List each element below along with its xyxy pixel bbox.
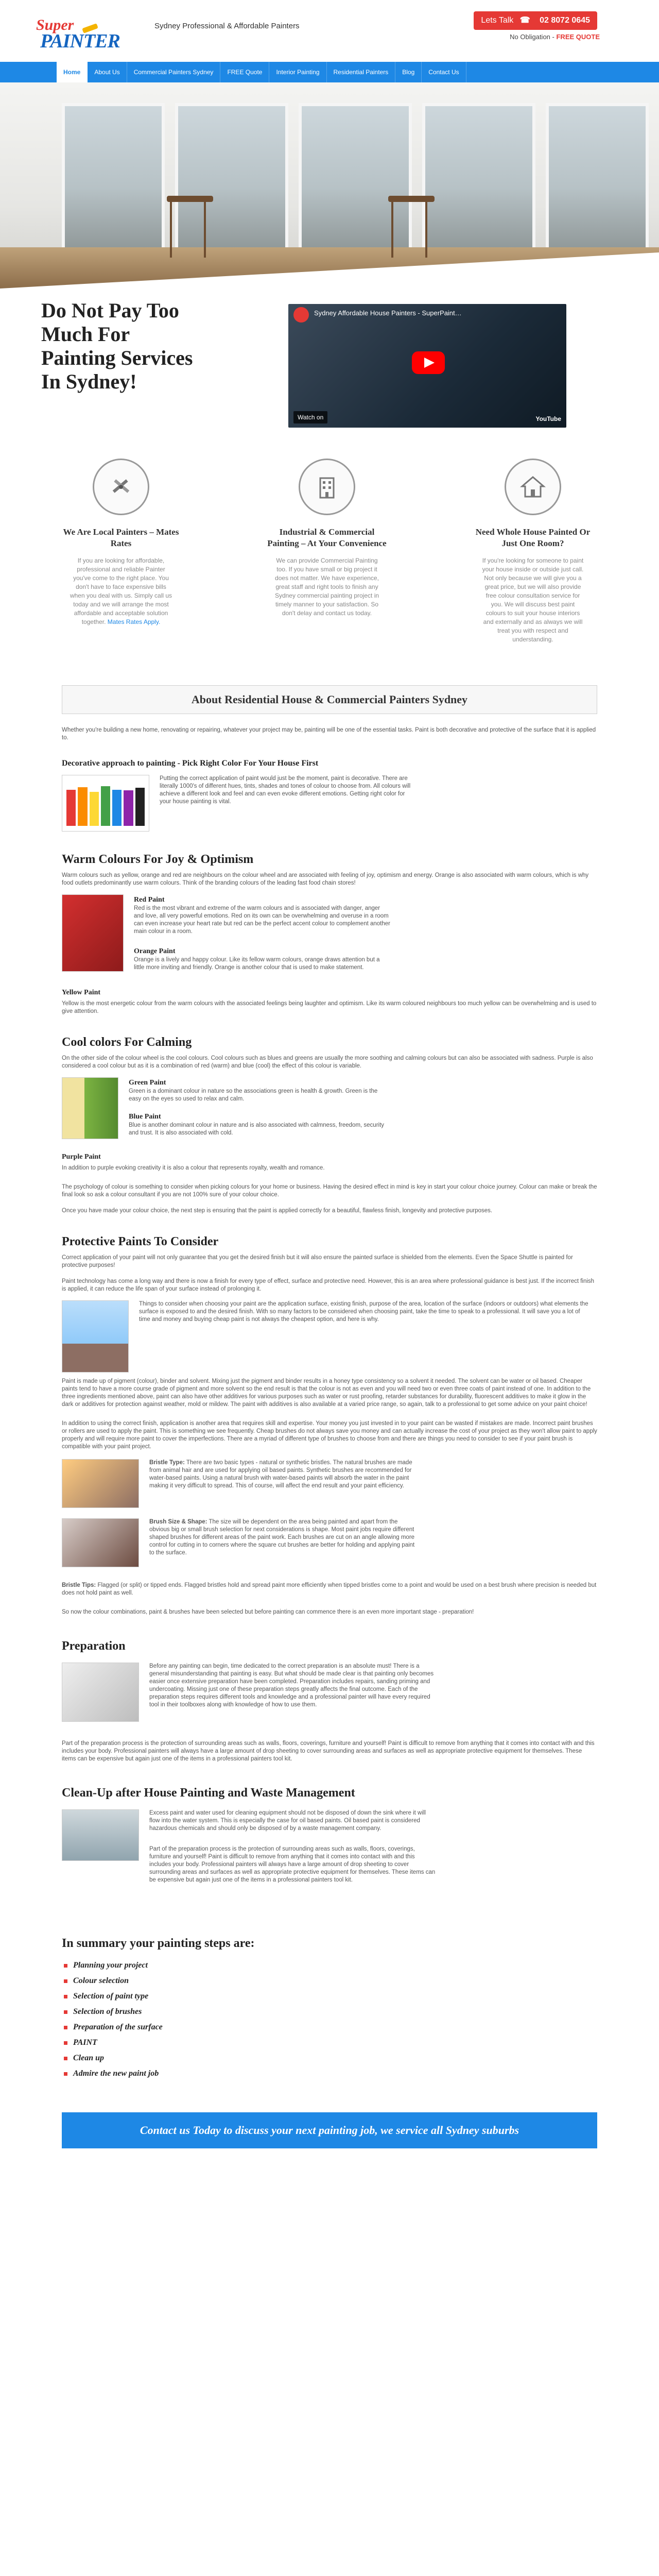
feature-whole-house xyxy=(471,459,595,644)
preparation-image xyxy=(62,1663,139,1722)
feature-text: If you're looking for someone to paint your house inside or outside just call. Not only because we will give you a great price, but we will also provide free colour consultation service for you. We will discuss best paint colours to suit your house interiors and externally and as always we will treat you with respect and understanding. xyxy=(482,557,584,643)
free-quote-highlight: FREE QUOTE xyxy=(556,33,600,41)
green-paint-image xyxy=(62,1077,118,1139)
brush-size-paragraph: Brush Size & Shape: The size will be dependent on the area being painted and apart from the obvious big or small brush selection for next considerations is shape. Most paint jobs require different shaped brushes for different areas of the paint work. Each brushes are cut on an angle allowing more control for cutting in to corners where the square cut brushes are better for holding and applying paint to the surface. xyxy=(149,1519,415,1556)
nav-item-residential-painters[interactable]: Residential Painters xyxy=(327,62,396,82)
watch-on-youtube-button[interactable] xyxy=(293,411,327,423)
hero-stool xyxy=(391,196,427,258)
tools-icon xyxy=(93,459,149,515)
hero-window xyxy=(62,103,165,258)
site-tagline: Sydney Professional & Affordable Painters xyxy=(154,22,300,30)
blue-paint-heading: Blue Paint xyxy=(129,1113,161,1121)
channel-avatar xyxy=(293,307,309,323)
summary-step: Admire the new paint job xyxy=(62,2066,597,2081)
intro-headline: Do Not Pay Too Much For Painting Services In Sydney! xyxy=(41,299,193,393)
brush-sizes-image xyxy=(62,1518,139,1567)
protective-paints-heading: Protective Paints To Consider xyxy=(62,1235,219,1248)
about-paragraph: Whether you're building a new home, renovating or repairing, whatever your project may be, painting will be one of the essential tasks. Paint is both decorative and protective of the surface that it is applied to. xyxy=(62,727,596,741)
nav-item-free-quote[interactable]: FREE Quote xyxy=(220,62,269,82)
painter-on-ladder-image xyxy=(62,1300,129,1372)
yellow-paint-heading: Yellow Paint xyxy=(62,989,101,996)
green-paint-paragraph: Green is a dominant colour in nature so the associations green is health & growth. Green is the easy on the eyes so used to relax and calm. xyxy=(129,1088,378,1102)
preparation-paragraph: Before any painting can begin, time dedicated to the correct preparation is an absolute must! There is a general misunderstanding that painting is easy. But what should be made clear is that painting only becomes easier once extensive preparation have been completed. Preparation includes repairs, sanding priming and undercoating. Missing just one of these preparation steps greatly affects the final outcome. Each of the preparation steps requires different tools and knowledge and a professional painter will have every required tool in their toolboxes along with knowledge of how to use them. xyxy=(149,1663,434,1708)
decorative-heading: Decorative approach to painting - Pick Right Color For Your House First xyxy=(62,759,319,768)
call-button[interactable] xyxy=(474,11,597,30)
orange-paint-heading: Orange Paint xyxy=(134,947,176,955)
feature-commercial-painting xyxy=(265,459,389,618)
building-icon xyxy=(299,459,355,515)
nav-item-commercial-painters-sydney[interactable]: Commercial Painters Sydney xyxy=(127,62,221,82)
summary-step: PAINT xyxy=(62,2035,597,2050)
paint-technology-paragraph: Paint technology has come a long way and there is now a finish for every type of effect, surface and protective need. However, this is an area where professional guidance is best just. If the incorrect finish is applied, it can reduce the life span of your surface instead of prolonging it. xyxy=(62,1278,595,1292)
phone-icon: ☎ xyxy=(519,16,530,25)
logo-word-super: Super xyxy=(36,16,74,33)
red-paint-heading: Red Paint xyxy=(134,896,165,904)
preparation-heading: Preparation xyxy=(62,1639,126,1653)
free-quote-note xyxy=(510,32,600,42)
youtube-logo: YouTube xyxy=(535,415,561,422)
cleanup-paragraph: Excess paint and water used for cleaning equipment should not be disposed of down the sink where it will flow into the water system. This is especially the case for oil based paints. Oil based paint is considered hazardous chemicals and should only be disposed of by a waste management company. xyxy=(149,1810,426,1832)
bristle-tips-paragraph: Bristle Tips: Flagged (or split) or tipped ends. Flagged bristles hold and spread paint more efficiently when tipped bristles come to a point and would be used on a best brush where precision is needed but does not hold paint as well. xyxy=(62,1582,597,1596)
site-header xyxy=(0,0,659,82)
protective-paragraph: Correct application of your paint will not only guarantee that you get the desired finish but it will also ensure the painted surface is shielded from the elements. Even the Space Shuttle is painted for protective purposes! xyxy=(62,1255,573,1268)
house-icon xyxy=(505,459,561,515)
hero-window xyxy=(422,103,535,258)
summary-step: Selection of paint type xyxy=(62,1989,597,2004)
call-label: Lets Talk xyxy=(481,16,514,25)
call-number: 02 8072 0645 xyxy=(540,16,590,25)
blue-paint-paragraph: Blue is another dominant colour in nature and is also associated with calmness, freedom, security and trust. It is also associated with cold. xyxy=(129,1122,385,1136)
colour-psychology-paragraph: The psychology of colour is something to consider when picking colours for your home or business. Having the desired effect in mind is key in start your colour choice journey. Colour can make or break the final look so ask a colour consultant if you are not 100% sure of your colour choice. xyxy=(62,1184,597,1198)
youtube-video[interactable] xyxy=(288,304,566,428)
nav-item-blog[interactable]: Blog xyxy=(395,62,422,82)
play-icon[interactable] xyxy=(412,351,445,374)
red-paint-paragraph: Red is the most vibrant and extreme of the warm colours and is associated with danger, anger and love, all very powerful emotions. Red on its own can be overwhelming and overuse in a room can even increase your heart rate but red can be the perfect accent colour to complement another main colour in a room. xyxy=(134,905,390,935)
hero-window xyxy=(546,103,649,258)
decorative-paragraph: Putting the correct application of paint would just be the moment, paint is decorative. There are literally 1000's of different hues, tints, shades and tones of colour to choose from. All colours will achieve a different look and feel and can even evoke different emotions. Getting right color for your house painting is vital. xyxy=(160,775,411,805)
about-title: About Residential House & Commercial Painters Sydney xyxy=(191,693,468,706)
bristle-type-paragraph: Bristle Type: There are two basic types - natural or synthetic bristles. The natural brushes are made from animal hair and are used for applying oil based paints. Synthetic brushes are recommended for water-based paints. Using a natural brush with water-based paints will absorb the water in the paint making it very difficult to spread. This of course, will affect the end result and your paint efficiency. xyxy=(149,1460,412,1489)
site-logo[interactable] xyxy=(36,11,120,53)
orange-paint-paragraph: Orange is a lively and happy colour. Like its fellow warm colours, orange draws attention but a little more inviting and friendly. Orange is another colour that is used to make statement. xyxy=(134,957,380,971)
colour-choice-paragraph: Once you have made your colour choice, the next step is ensuring that the paint is applied correctly for a beautiful, flawless finish, longevity and protective purposes. xyxy=(62,1208,493,1214)
article-body xyxy=(62,726,597,2081)
feature-text: We can provide Commercial Painting too. If you have small or big project it does not matter. We have experience, great staff and right tools to finish any Sydney commercial painting project in timely manner to your satisfaction. So don't delay and contact us today. xyxy=(274,557,379,617)
summary-steps-list xyxy=(62,1958,597,2081)
cool-colours-heading: Cool colors For Calming xyxy=(62,1036,192,1049)
features-section xyxy=(0,443,659,685)
mates-rates-link[interactable]: Mates Rates Apply. xyxy=(107,618,161,625)
warm-colours-heading: Warm Colours For Joy & Optimism xyxy=(62,853,254,866)
nav-item-home[interactable]: Home xyxy=(57,62,88,82)
hero-stool xyxy=(170,196,206,258)
cool-colours-paragraph: On the other side of the colour wheel is the cool colours. Cool colours such as blues and greens are usually the more soothing and calming colours but can also be associated with sadness. Purple is also considered a cool colour but as it is a combination of red (warm) and blue (cool) the effect of this colour is variable. xyxy=(62,1055,593,1069)
paint-considerations-paragraph: Things to consider when choosing your paint are the application surface, existing finish, purpose of the area, location of the surface (indoors or outdoors) what elements the surface is exposed to and the desired finish. With so many factors to be considered when choosing paint, take the time to speak to a professional. It will save you a lot of time and money and buying cheap paint is not always the cheapest option, and here is why. xyxy=(139,1301,588,1323)
feature-local-painters xyxy=(59,459,183,626)
cleanup-paragraph-2: Part of the preparation process is the protection of surrounding areas such as walls, floors, coverings, furniture and yourself! Paint is difficult to remove from anything that it comes into contact with and this includes your body. Professional painters will always have a large amount of drop sheeting to cover surrounding areas and surfaces as well as appropriate protective equipment for themselves. These items can be expensive but again just one of the items in a professional painters tool kit. xyxy=(149,1846,436,1883)
feature-text: If you are looking for affordable, professional and reliable Painter you've come to the right place. You don't have to face expensive bills when you deal with us. Simply call us today and we will arrange the most affordable and acceptable solution together. Mates Rates Apply. xyxy=(70,557,172,625)
top-header xyxy=(0,0,659,62)
summary-heading: In summary your painting steps are: xyxy=(62,1937,255,1950)
feature-title: Industrial & Commercial Painting – At Your Convenience xyxy=(267,527,387,548)
brush-types-image xyxy=(62,1459,139,1508)
intro-section xyxy=(0,289,659,443)
application-paragraph: In addition to using the correct finish, application is another area that requires skill and expertise. Your money you just invested in to your paint can be wasted if mistakes are made. Incorrect paint brushes or rollers are used to apply the paint. This is something we see frequently. Cheap brushes do not always save you money and can actually increase the cost of your project as they won't allow paint to apply properly and will require more paint to cover the imperfections. There are a myriad of different type of brushes to choose from and there are things you need to consider to see if your paint brush is compatible with your paint project. xyxy=(62,1420,597,1450)
contact-cta-banner[interactable] xyxy=(62,2112,597,2148)
house-exterior-image xyxy=(62,1809,139,1861)
purple-paint-heading: Purple Paint xyxy=(62,1153,101,1161)
summary-step: Planning your project xyxy=(62,1958,597,1973)
feature-title: We Are Local Painters – Mates Rates xyxy=(63,527,179,548)
main-nav-list xyxy=(46,62,613,82)
cta-text: Contact us Today to discuss your next painting job, we service all Sydney suburbs xyxy=(140,2124,519,2137)
preparation-paragraph-2: Part of the preparation process is the protection of surrounding areas such as walls, floors, coverings, furniture and yourself! Paint is difficult to remove from anything that it comes into contact with and this includes your body. Professional painters will always have a large amount of drop sheeting to cover surrounding areas and surfaces as well as appropriate protective equipment for themselves. These items can be expensive but again just one of the items in a professional painters tool kit. xyxy=(62,1740,595,1762)
watch-label: Watch on xyxy=(298,414,324,421)
video-title: Sydney Affordable House Painters - SuperPaint… xyxy=(314,309,462,317)
paint-tubes-image xyxy=(62,775,149,832)
nav-item-contact-us[interactable]: Contact Us xyxy=(422,62,466,82)
feature-title: Need Whole House Painted Or Just One Room? xyxy=(475,527,591,548)
purple-paint-paragraph: In addition to purple evoking creativity it is also a colour that represents royalty, wealth and romance. xyxy=(62,1165,325,1171)
summary-step: Clean up xyxy=(62,2050,597,2066)
nav-item-interior-painting[interactable]: Interior Painting xyxy=(269,62,326,82)
yellow-paint-paragraph: Yellow is the most energetic colour from the warm colours with the associated feelings being laughter and optimism. Like its warm coloured neighbours too much yellow can be overwhelming and is used to give attention. xyxy=(62,1001,597,1014)
main-nav xyxy=(0,62,659,82)
obligation-prefix: No Obligation - xyxy=(510,33,554,41)
about-section-header xyxy=(62,685,597,714)
summary-step: Preparation of the surface xyxy=(62,2020,597,2035)
summary-step: Selection of brushes xyxy=(62,2004,597,2020)
nav-item-about-us[interactable]: About Us xyxy=(88,62,127,82)
logo-word-painter: PAINTER xyxy=(40,30,120,52)
summary-step: Colour selection xyxy=(62,1973,597,1989)
paint-ingredients-paragraph: Paint is made up of pigment (colour), binder and solvent. Mixing just the pigment and binder results in a honey type consistency so a solvent it needed. The solvent can be water or oil based. Cheaper paints tend to have a more course grade of pigment and more solvent so the end result is that the colour is not as even and you will need two or even three coats of paint instead of one. In addition to the three ingredients mentioned above, paint can also have other additives for various purposes such as water or rust proofing, retarder substances for durability, fluorescent additives to make it glow in the dark or additives for protection against weather, mold or mildew. The paint with additives is also available at a varied price range, so again, talk to a professional to get some advice on your paint choice! xyxy=(62,1378,591,1408)
transition-paragraph: So now the colour combinations, paint & brushes have been selected but before painting can commence there is an even more important stage - preparation! xyxy=(62,1609,474,1615)
warm-colours-paragraph: Warm colours such as yellow, orange and red are neighbours on the colour wheel and are associated with feeling of joy, optimism and energy. Orange is also associated with warm colours, which is why food outlets predominantly use warm colours. Think of the branding colours of the leading fast food chain stores! xyxy=(62,872,589,886)
red-paint-image xyxy=(62,894,124,972)
green-paint-heading: Green Paint xyxy=(129,1079,166,1087)
cleanup-heading: Clean-Up after House Painting and Waste Management xyxy=(62,1786,355,1800)
hero-image xyxy=(0,82,659,289)
